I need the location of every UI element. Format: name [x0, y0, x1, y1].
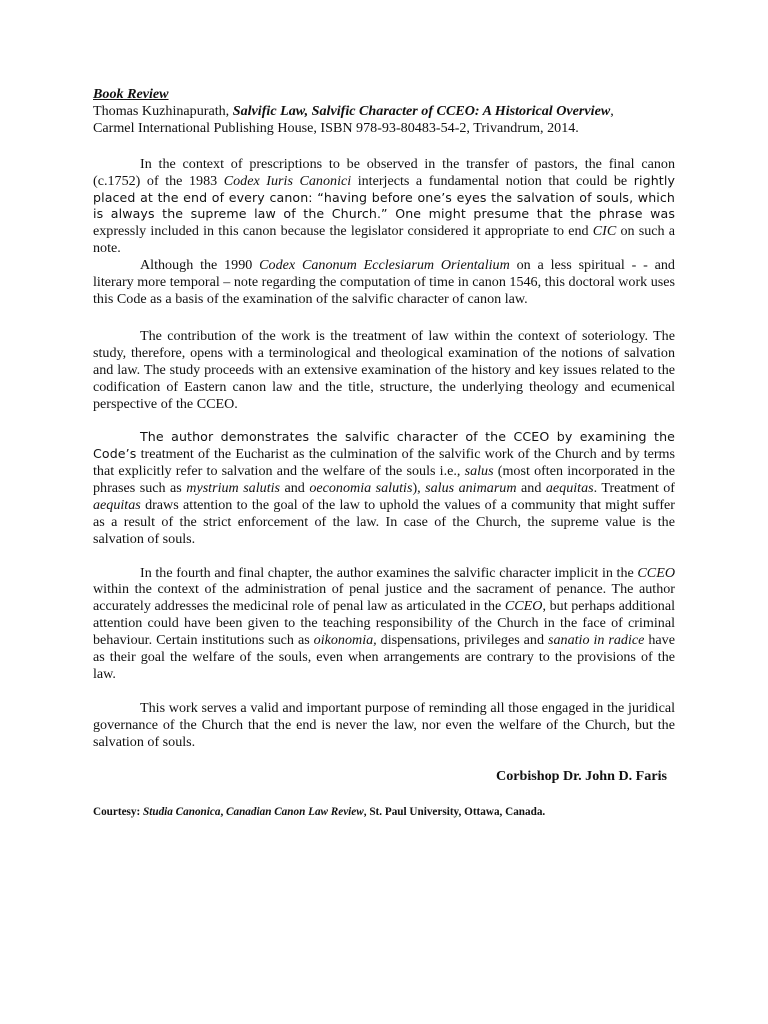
book-author: Thomas Kuzhinapurath,	[93, 102, 233, 119]
book-title: Salvific Law, Salvific Character of CCEO: A Historical Overview	[232, 102, 611, 119]
paragraph-2: Although the 1990 Codex Canonum Ecclesiarum Orientalium on a less spiritual - - and literary more temporal – note regarding the computation of time in canon 1546, this doctoral work uses this Code as a basis of the examination of the salvific character of canon law.	[93, 257, 675, 307]
paragraph-1: In the context of prescriptions to be observed in the transfer of pastors, the final canon (c.1752) of the 1983 Codex Iuris Canonici interjects a fundamental notion that could be rightly placed at the end of every canon: “having before one’s eyes the salvation of souls, which is always the supreme law of the Church.” One might presume that the phrase was expressly included in this canon because the legislator considered it appropriate to end CIC on such a note.	[93, 155, 675, 257]
paragraph-4: The author demonstrates the salvific character of the CCEO by examining the Code’s treatment of the Eucharist as the culmination of the salvific work of the Church and by terms that explicitly refer to salvation and the welfare of the souls i.e., salus (most often incorporated in the phrases such as mystrium salutis and oeconomia salutis), salus animarum and aequitas. Treatment of aequitas draws attention to the goal of the law to uphold the values of a community that might suffer as a result of the strict enforcement of the law. In case of the Church, the supreme value is the salvation of souls.	[93, 429, 675, 547]
reviewer-signature: Corbishop Dr. John D. Faris	[496, 768, 667, 785]
paragraph-3: The contribution of the work is the treatment of law within the context of soteriology. The study, therefore, opens with a terminological and theological examination of the notions of salvation and law. The study proceeds with an extensive examination of the history and key issues related to the codification of Eastern canon law and the title, structure, the underlying theology and ecumenical perspective of the CCEO.	[93, 327, 675, 412]
paragraph-5: In the fourth and final chapter, the author examines the salvific character implicit in the CCEO within the context of the administration of penal justice and the sacrament of penance. The author accurately addresses the medicinal role of penal law as articulated in the CCEO, but perhaps additional attention could have been given to the teaching responsibility of the Church in the face of criminal behaviour. Certain institutions such as oikonomia, dispensations, privileges and sanatio in radice have as their goal the welfare of the souls, even when arrangements are contrary to the provisions of the law.	[93, 564, 676, 682]
paragraph-6: This work serves a valid and important purpose of reminding all those engaged in the juridical governance of the Church that the end is never the law, nor even the welfare of the Church, but the salvation of souls.	[93, 699, 675, 750]
book-review-label: Book Review	[93, 86, 169, 102]
review-header	[93, 86, 675, 137]
book-publisher: Carmel International Publishing House, ISBN 978-93-80483-54-2, Trivandrum, 2014.	[93, 119, 579, 136]
book-citation: Thomas Kuzhinapurath, Salvific Law, Salvific Character of CCEO: A Historical Overview,	[93, 102, 614, 119]
courtesy-line: Courtesy: Studia Canonica, Canadian Canon Law Review, St. Paul University, Ottawa, Canada.	[93, 806, 546, 819]
review-content	[93, 86, 675, 821]
